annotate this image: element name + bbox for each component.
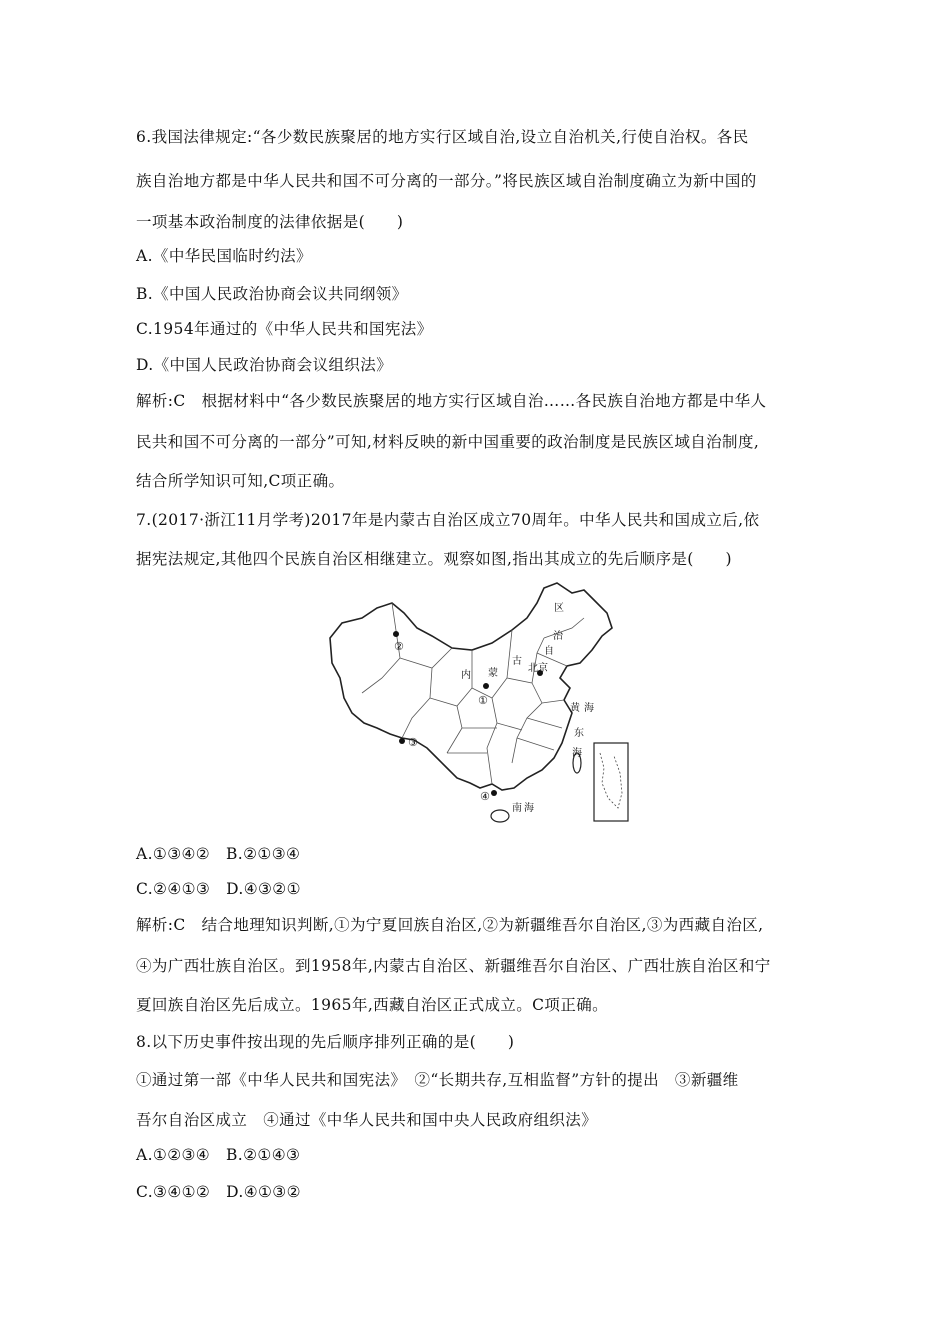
china-map-figure — [322, 578, 632, 828]
q7-options-line-1: A.①③④② B.②①③④ — [136, 845, 301, 863]
q7-analysis-line-1: 解析:C 结合地理知识判断,①为宁夏回族自治区,②为新疆维吾尔自治区,③为西藏自治区, — [136, 916, 764, 934]
q7-stem-line-2: 据宪法规定,其他四个民族自治区相继建立。观察如图,指出其成立的先后顺序是( ) — [136, 550, 732, 568]
q7-analysis-line-3: 夏回族自治区先后成立。1965年,西藏自治区正式成立。C项正确。 — [136, 996, 609, 1014]
q6-option-a: A.《中华民国临时约法》 — [136, 247, 312, 265]
hainan-island — [491, 810, 509, 822]
map-label-qu: 区 — [554, 603, 564, 614]
map-label-meng: 蒙 — [488, 668, 498, 679]
map-label-hai-2: 海 — [572, 748, 582, 759]
map-label-nei: 内 — [461, 670, 471, 681]
q8-stem-line-3: 吾尔自治区成立 ④通过《中华人民共和国中央人民政府组织法》 — [136, 1111, 598, 1129]
q6-analysis-line-3: 结合所学知识可知,C项正确。 — [136, 472, 345, 490]
map-label-nan: 南 — [512, 803, 522, 814]
q8-options-line-1: A.①②③④ B.②①④③ — [136, 1146, 301, 1164]
marker-label-4: ④ — [480, 790, 490, 803]
q7-stem-line-1: 7.(2017·浙江11月学考)2017年是内蒙古自治区成立70周年。中华人民共和国成立后,依 — [136, 511, 760, 529]
map-label-zi: 自 — [544, 646, 554, 657]
marker-dot-4 — [491, 790, 497, 796]
map-label-gu: 古 — [512, 656, 522, 667]
south-sea-inset — [594, 743, 628, 821]
map-label-zhi: 治 — [553, 631, 563, 642]
marker-dot-3 — [399, 738, 405, 744]
q6-stem-line-3: 一项基本政治制度的法律依据是( ) — [136, 213, 404, 231]
map-label-hai-3: 海 — [524, 803, 534, 814]
china-outline — [330, 583, 612, 790]
marker-label-3: ③ — [408, 736, 418, 749]
q6-analysis-line-2: 民共和国不可分离的一部分”可知,材料反映的新中国重要的政治制度是民族区域自治制度, — [136, 433, 760, 451]
map-label-huang: 黄 — [570, 703, 580, 714]
q6-option-c: C.1954年通过的《中华人民共和国宪法》 — [136, 320, 433, 338]
q8-options-line-2: C.③④①② D.④①③② — [136, 1183, 301, 1201]
q7-options-line-2: C.②④①③ D.④③②① — [136, 880, 301, 898]
q8-stem-line-1: 8.以下历史事件按出现的先后顺序排列正确的是( ) — [136, 1033, 515, 1051]
q8-stem-line-2: ①通过第一部《中华人民共和国宪法》 ②“长期共存,互相监督”方针的提出 ③新疆维 — [136, 1071, 739, 1089]
q6-stem-line-2: 族自治地方都是中华人民共和国不可分离的一部分。”将民族区域自治制度确立为新中国的 — [136, 172, 757, 190]
q6-analysis-line-1: 解析:C 根据材料中“各少数民族聚居的地方实行区域自治……各民族自治地方都是中华人 — [136, 392, 767, 410]
q6-option-b: B.《中国人民政治协商会议共同纲领》 — [136, 285, 408, 303]
china-map-svg — [322, 578, 632, 828]
marker-label-2: ② — [394, 640, 404, 653]
marker-label-1: ① — [478, 694, 488, 707]
map-label-beijing: 北京 — [528, 663, 548, 674]
province-lines — [362, 603, 584, 784]
marker-dot-1 — [483, 683, 489, 689]
marker-dot-2 — [393, 631, 399, 637]
q6-option-d: D.《中国人民政治协商会议组织法》 — [136, 356, 393, 374]
q7-analysis-line-2: ④为广西壮族自治区。到1958年,内蒙古自治区、新疆维吾尔自治区、广西壮族自治区和宁 — [136, 957, 771, 975]
q6-stem-line-1: 6.我国法律规定:“各少数民族聚居的地方实行区域自治,设立自治机关,行使自治权。各民 — [136, 128, 749, 146]
map-label-dong: 东 — [574, 728, 584, 739]
map-label-hai-1: 海 — [584, 703, 594, 714]
